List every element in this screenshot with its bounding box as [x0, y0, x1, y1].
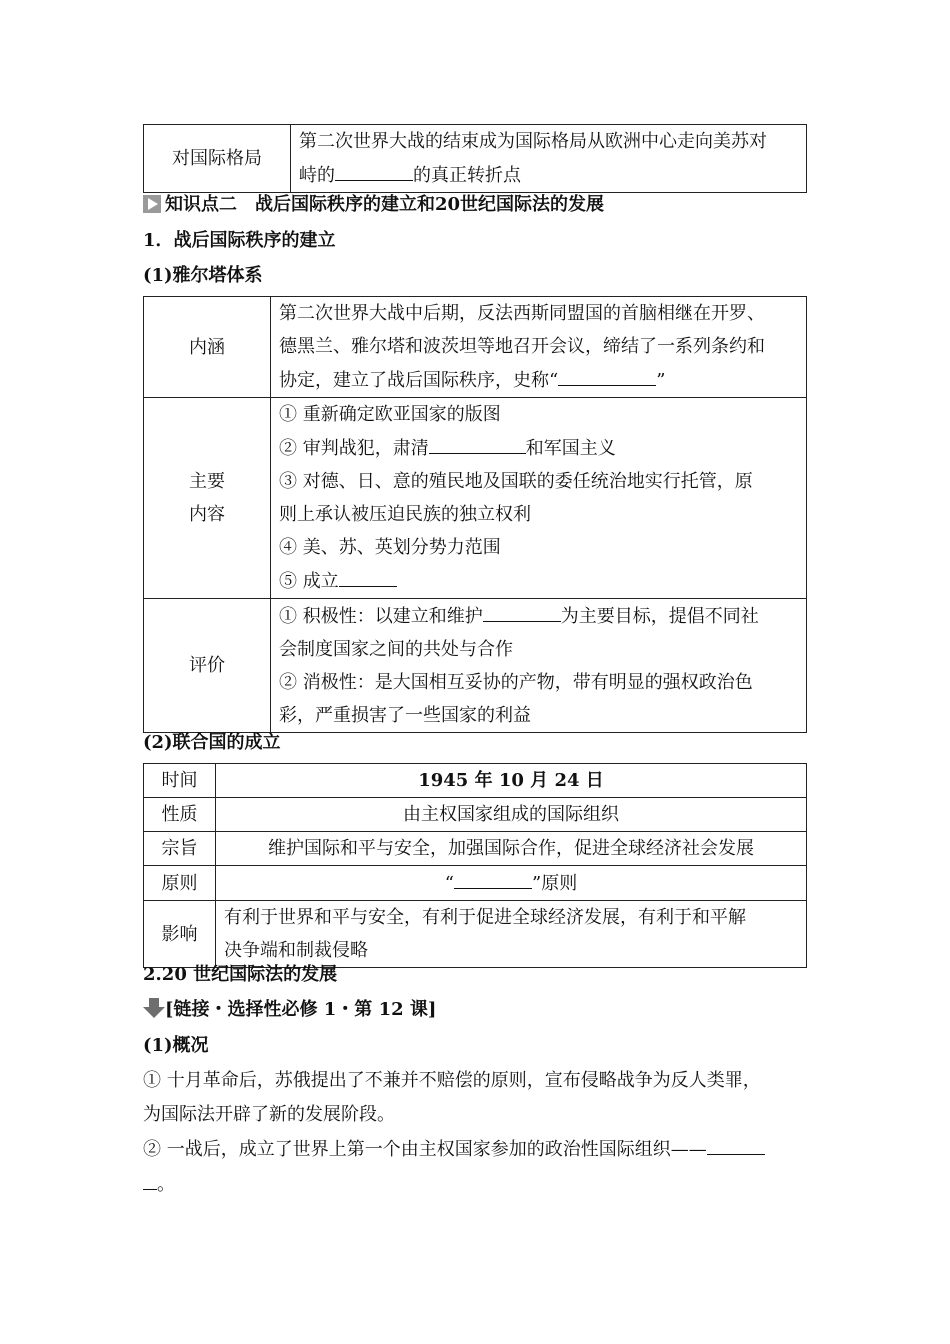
- un-nature: 由主权国家组成的国际组织: [216, 798, 807, 832]
- fill-blank: [707, 1132, 765, 1155]
- fill-blank: [483, 599, 561, 622]
- un-time: 1945 年 10 月 24 日: [216, 764, 807, 798]
- paragraph-2: ② 一战后，成立了世界上第一个由主权国家参加的政治性国际组织—— 。: [143, 1132, 807, 1202]
- row-label: 时间: [144, 764, 216, 798]
- fill-blank: [335, 158, 413, 181]
- row-label: 对国际格局: [144, 125, 291, 193]
- un-purpose: 维护国际和平与安全，加强国际合作，促进全球经济社会发展: [216, 832, 807, 866]
- subheading-law: 2.20 世纪国际法的发展: [143, 964, 338, 985]
- row-content: 第二次世界大战中后期，反法西斯同盟国的首脑相继在开罗、 德黑兰、雅尔塔和波茨坦等地召开会议，缔结了一系列条约和 协定，建立了战后国际秩序，史称“ ”: [271, 297, 807, 398]
- row-content: 第二次世界大战的结束成为国际格局从欧洲中心走向美苏对 峙的 的真正转折点: [291, 125, 807, 193]
- fill-blank: [558, 363, 656, 386]
- link-line: [链接・选择性必修 1・第 12 课]: [143, 993, 436, 1026]
- subheading-order: 1．战后国际秩序的建立: [143, 230, 336, 251]
- subheading-overview: (1)概况: [143, 1035, 209, 1056]
- row-label: 内涵: [144, 297, 271, 398]
- row-label: 宗旨: [144, 832, 216, 866]
- fill-blank: [143, 1167, 157, 1190]
- fill-blank: [339, 564, 397, 587]
- un-impact: 有利于世界和平与安全，有利于促进全球经济发展，有利于和平解 决争端和制裁侵略: [216, 901, 807, 968]
- row-label: 性质: [144, 798, 216, 832]
- world-pattern-table: [143, 124, 807, 193]
- row-label: 主要 内容: [144, 398, 271, 599]
- paragraph-1: ① 十月革命后，苏俄提出了不兼并不赔偿的原则，宣布侵略战争为反人类罪， 为国际法开辟了新的发展阶段。: [143, 1070, 761, 1125]
- row-content: ① 积极性：以建立和维护 为主要目标，提倡不同社 会制度国家之间的共处与合作 ② 消极性：是大国相互妥协的产物，带有明显的强权政治色 彩，严重损害了一些国家的利益: [271, 599, 807, 733]
- down-arrow-icon: [143, 998, 165, 1018]
- fill-blank: [454, 866, 532, 889]
- row-label: 原则: [144, 866, 216, 901]
- row-label: 评价: [144, 599, 271, 733]
- section-heading: 知识点二 战后国际秩序的建立和20世纪国际法的发展: [143, 188, 604, 221]
- subheading-un: (2)联合国的成立: [143, 732, 281, 753]
- subheading-yalta: (1)雅尔塔体系: [143, 265, 263, 286]
- row-label: 影响: [144, 901, 216, 968]
- fill-blank: [429, 431, 526, 454]
- un-principle: “ ”原则: [216, 866, 807, 901]
- un-table: [143, 763, 807, 968]
- triangle-marker-icon: [143, 195, 161, 213]
- row-content: ① 重新确定欧亚国家的版图 ② 审判战犯，肃清 和军国主义 ③ 对德、日、意的殖民地及国联的委任统治地实行托管，原 则上承认被压迫民族的独立权利 ④ 美、苏、英划分势力范围 ⑤ 成立: [271, 398, 807, 599]
- yalta-table: [143, 296, 807, 733]
